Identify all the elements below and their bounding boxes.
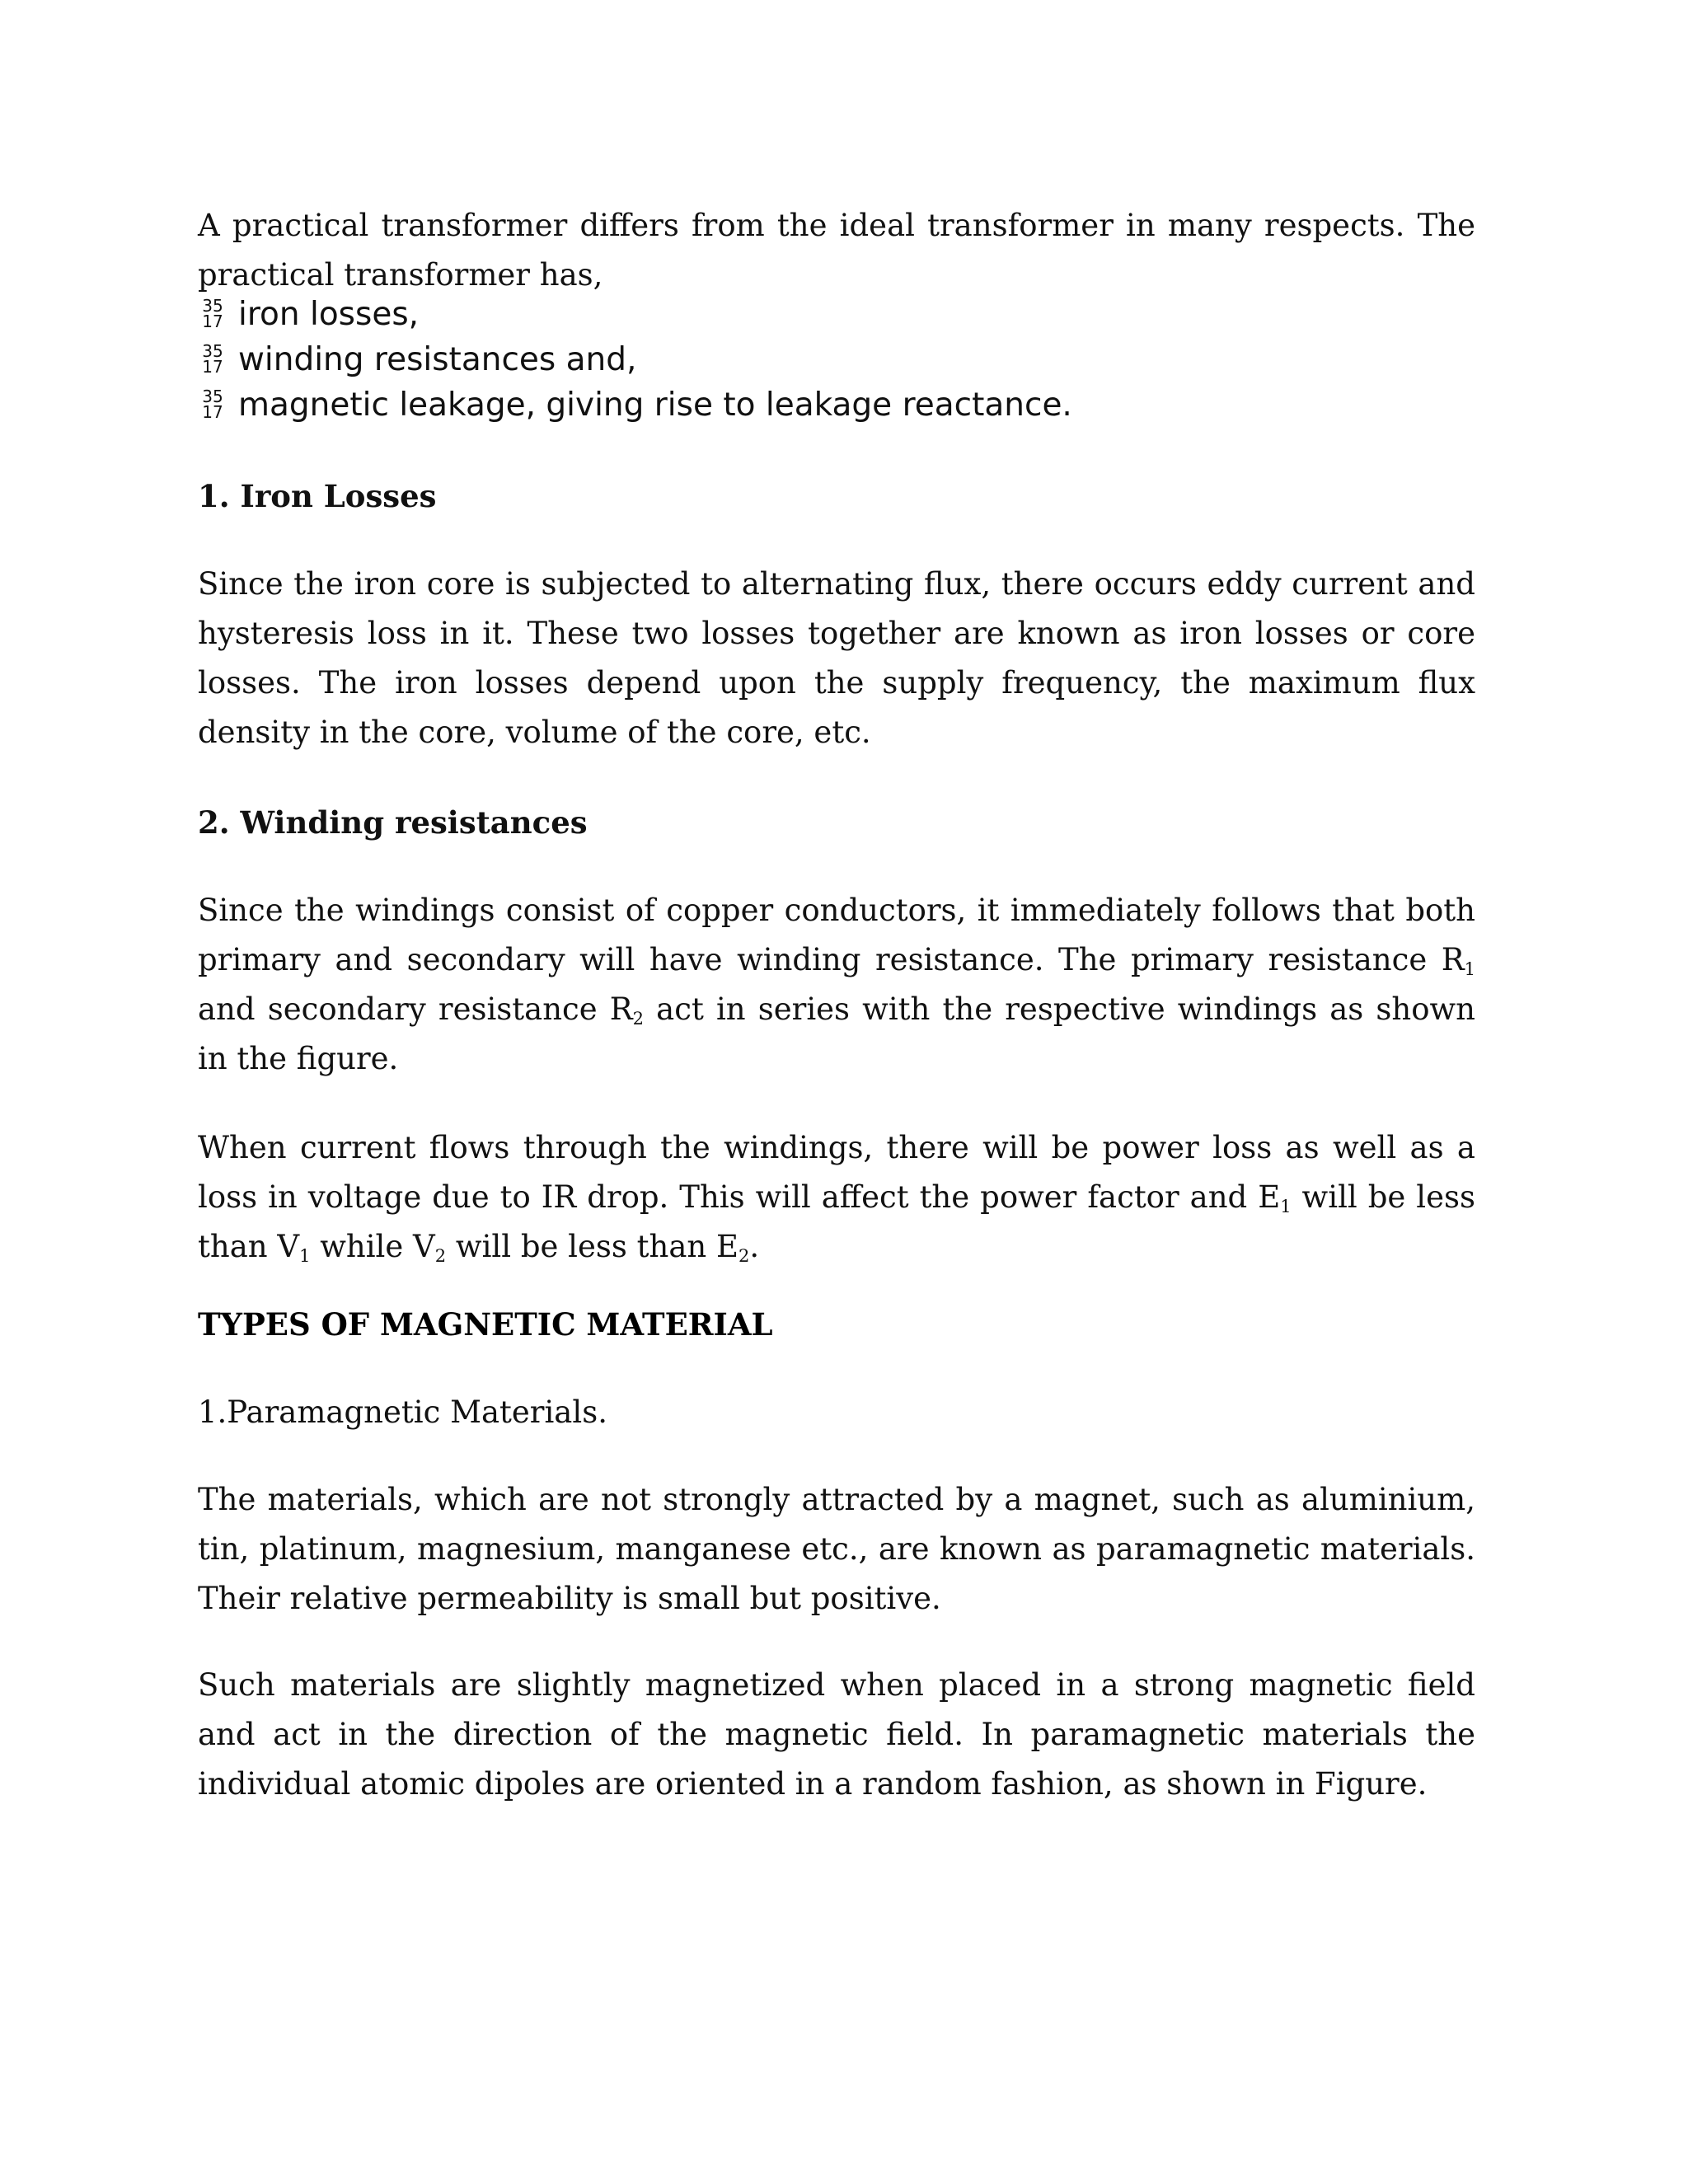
iron-losses-paragraph: Since the iron core is subjected to alternating flux, there occurs eddy current and hysteresis loss in it. These two losses together are known as iron losses or core losses. The iron losses depend upon the supply frequency, the maximum flux density in the core, volume of the core, etc. [198,566,1475,750]
section-heading-iron-losses: 1. Iron Losses [198,478,437,514]
paramagnetic-subheading: 1.Paramagnetic Materials. [198,1394,607,1430]
bullet-item-winding-resistances [198,337,1475,382]
paramagnetic-paragraph-1: The materials, which are not strongly attracted by a magnet, such as aluminium, tin, platinum, magnesium, manganese etc., are known as paramagnetic materials. Their relative permeability is small but positive. [198,1482,1475,1616]
bullet-glyph-icon: 35 17 [202,341,223,377]
bullet-item-iron-losses [198,292,1475,337]
intro-paragraph: A practical transformer differs from the ideal transformer in many respects. The practical transformer has, [198,208,1475,293]
bullet-text: iron losses, [238,296,420,333]
paramagnetic-paragraph-2: Such materials are slightly magnetized when placed in a strong magnetic field and act in the direction of the magnetic field. In paramagnetic materials the individual atomic dipoles are oriented in a random fashion, as shown in Figure. [198,1667,1475,1802]
section-heading-winding-resistances: 2. Winding resistances [198,804,588,841]
section-heading-magnetic-material: TYPES OF MAGNETIC MATERIAL [198,1306,773,1343]
bullet-glyph-icon: 35 17 [202,296,223,331]
bullet-text: winding resistances and, [238,341,637,378]
bullet-item-magnetic-leakage [198,382,1475,428]
bullet-text: magnetic leakage, giving rise to leakage reactance. [238,387,1072,424]
winding-resistances-paragraph-2: When current flows through the windings, there will be power loss as well as a loss in voltage due to IR drop. This will affect the power factor and $E_1$ will be less than $V_1$ while $V_2$ will be less than $E_2$. [198,1130,1475,1266]
winding-resistances-paragraph-1: Since the windings consist of copper conductors, it immediately follows that both primary and secondary will have winding resistance. The primary resistance $R_1$ and secondary resistance $R_2$ act in series with the respective windings as shown in the figure. [198,893,1476,1076]
bullet-glyph-icon: 35 17 [202,387,223,422]
